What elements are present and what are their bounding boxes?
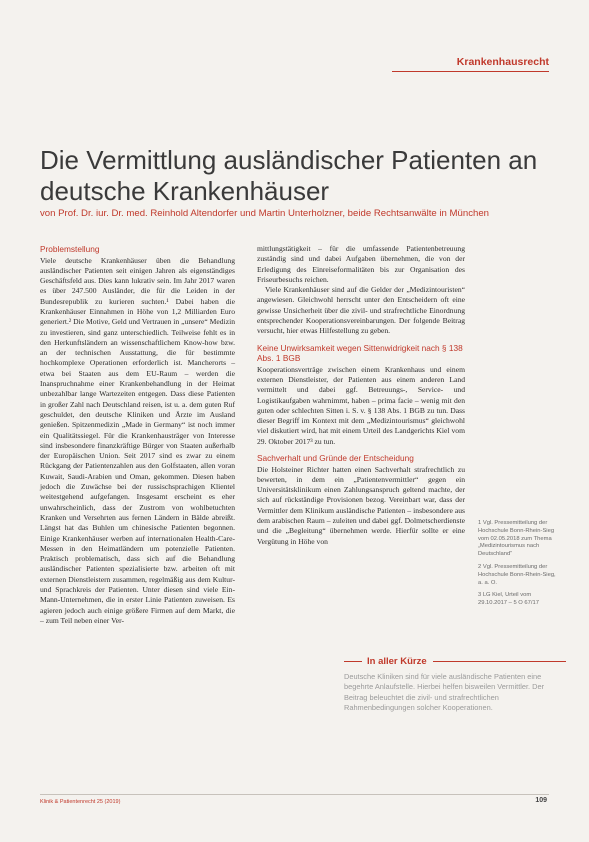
page-number: 109	[535, 797, 547, 804]
right-column	[257, 244, 465, 547]
left-column-body: Viele deutsche Krankenhäuser üben die Behandlung ausländischer Patienten seit einigen Jahren als eigenständiges Geschäftsfeld aus. Dies kann lukrativ sein. Im Jahr 2017 waren es über 247.500 Ausländer, die für die Leiden in der Bundesrepublik zu kurieren suchten.¹ Dabei haben die Krankenhäuser Einnahmen in Höhe von 1,2 Milliarden Euro generiert.² Die Motive, Geld und Vertrauen in „unsere“ Medizin zu investieren, sind ganz unterschiedlich. Teilweise fehlt es in den Herkunftsländern an wissenschaftlichem Know-how bzw. an der technischen Ausstattung, die für bestimmte hochkomplexe Operationen erforderlich ist. Mancherorts – etwa bei Staaten aus dem EU-Raum – werden die Inanspruchnahme einer Krankenbehandlung in der Heimat unbezahlbar lange Wartezeiten entgegen. Dass diese Patienten in großer Zahl nach Deutschland reisen, ist u. a. dem guten Ruf geschuldet, den deutsche Kliniken und Ärzte im Ausland genießen. Spitzenmedizin „Made in Germany“ ist noch immer ein Qualitätssiegel. Für die Krankenhausträger von Interesse sind insbesondere finanzkräftige Bürger von Staaten außerhalb der Europäischen Union. Seit 2017 sind es zwar zu einem Rückgang der Patientenzahlen aus den Golfstaaten, allen voran Kuwait, Saudi-Arabien und Oman, gekommen. Diesen haben jedoch die Zuwächse bei der russischsprachigen Klientel weitestgehend aufgefangen. Insgesamt erscheint es eher unwahrscheinlich, dass der Zustrom von wohlbetuchten Kranken und Versehrten aus fernen Ländern in Bälde abreißt. Längst hat das Buhlen um chinesische Patienten begonnen. Einige Krankenhäuser werben auf internationalen Health-Care-Messen in den Heimatländern um potenzielle Patienten. Praktisch problematisch, dass sich auf die Behandlung ausländischer Patienten spezialisierte bzw. arbeiten oft mit externen Dienstleistern zusammen, regelmäßig aus dem Kultur- und Sprachkreis der Patienten. Unter diesen sind viele Ein-Mann-Unternehmen, die in erster Linie Patienten zuweisen. Es agieren jedoch auch einige größere Firmen auf dem Markt, die – zum Teil neben einer Ver-	[40, 255, 235, 625]
sidenote-1: 1 Vgl. Pressemitteilung der Hochschule Bonn-Rhein-Sieg vom 02.05.2018 zum Thema „Medizintourismus nach Deutschland“	[478, 520, 555, 558]
footer-rule	[40, 794, 549, 795]
sidenotes	[478, 520, 558, 613]
article-title: Die Vermittlung ausländischer Patienten an deutsche Krankenhäuser	[40, 145, 538, 207]
right-paragraph-3: Kooperationsverträge zwischen einem Krankenhaus und einem externen Dienstleister, der Patienten aus einem anderen Land vermittelt und dabei ggf. Betreuungs-, Service- und Logistikaufgaben wahrnimmt, haben – prima facie – wenig mit den guten oder schlechten Sitten i. S. v. § 138 Abs. 1 BGB zu tun. Dass dieser Begriff im Kontext mit dem „Medizintourismus“ gleichwohl viel diskutiert wird, hat mit einem Urteil des Landgerichts Kiel vom 29. Oktober 2017³ zu tun.	[257, 364, 465, 446]
right-paragraph-2: Viele Krankenhäuser sind auf die Gelder der „Medizintouristen“ angewiesen. Gleichwohl herrscht unter den Entscheidern oft eine gewisse Unsicherheit über die zivil- und strafrechtliche Einordnung entsprechender Kooperationsvereinbarungen. Der folgende Beitrag versucht, hier etwas Hilfestellung zu geben.	[257, 285, 465, 336]
right-paragraph-4: Die Holsteiner Richter hatten einen Sachverhalt strafrechtlich zu bewerten, in dem ein „Patientenvermittler“ gegen ein Universitätsklinikum einen Zahlungsanspruch geltend machte, der sich auf rückständige Provisionen bezog. Vereinbart war, dass der Vermittler dem Klinikum ausländische Patienten – insbesondere aus dem arabischen Raum – zuleiten und dabei ggf. Dolmetscherdienste und die „Begleitung“ übernehmen werde. Hierfür sollte er eine Vergütung in Höhe von	[257, 464, 465, 546]
heading-problemstellung: Problemstellung	[40, 244, 100, 254]
sidenote-3: 3 LG Kiel, Urteil vom 29.10.2017 – 5 O 67/17	[478, 592, 539, 607]
sidenote-2: 2 Vgl. Pressemitteilung der Hochschule Bonn-Rhein-Sieg, a. a. O.	[478, 563, 556, 586]
article-byline: von Prof. Dr. iur. Dr. med. Reinhold Altendorfer und Martin Unterholzner, beide Rechtsanwälte in München	[40, 208, 490, 219]
left-column	[40, 244, 235, 626]
heading-sachverhalt: Sachverhalt und Gründe der Entscheidung	[257, 453, 414, 464]
summary-rule	[433, 661, 566, 662]
summary-box-heading	[344, 656, 566, 667]
summary-heading-text: In aller Kürze	[367, 656, 427, 667]
footer-journal: Klinik & Patientenrecht 25 (2019)	[40, 799, 121, 805]
heading-sittenwidrigkeit: Keine Unwirksamkeit wegen Sittenwidrigkeit nach § 138 Abs. 1 BGB	[257, 342, 463, 364]
section-tag: Krankenhausrecht	[456, 56, 549, 68]
right-paragraph-1: mittlungstätigkeit – für die umfassende Patientenbetreuung zuständig sind und dabei Aufgaben übernehmen, die von der Erledigung des Einreiseformalitäten bis zur Organisation des Friseurbesuchs reichen.	[257, 244, 465, 284]
summary-dash	[344, 661, 362, 662]
section-rule	[392, 71, 549, 72]
summary-box-text: Deutsche Kliniken sind für viele ausländische Patienten eine begehrte Anlaufstelle. Hierbei helfen bisweilen Vermittler. Der Beitrag beleuchtet die zivil- und strafrechtlichen Rahmenbedingungen solcher Kooperationen.	[344, 672, 545, 712]
